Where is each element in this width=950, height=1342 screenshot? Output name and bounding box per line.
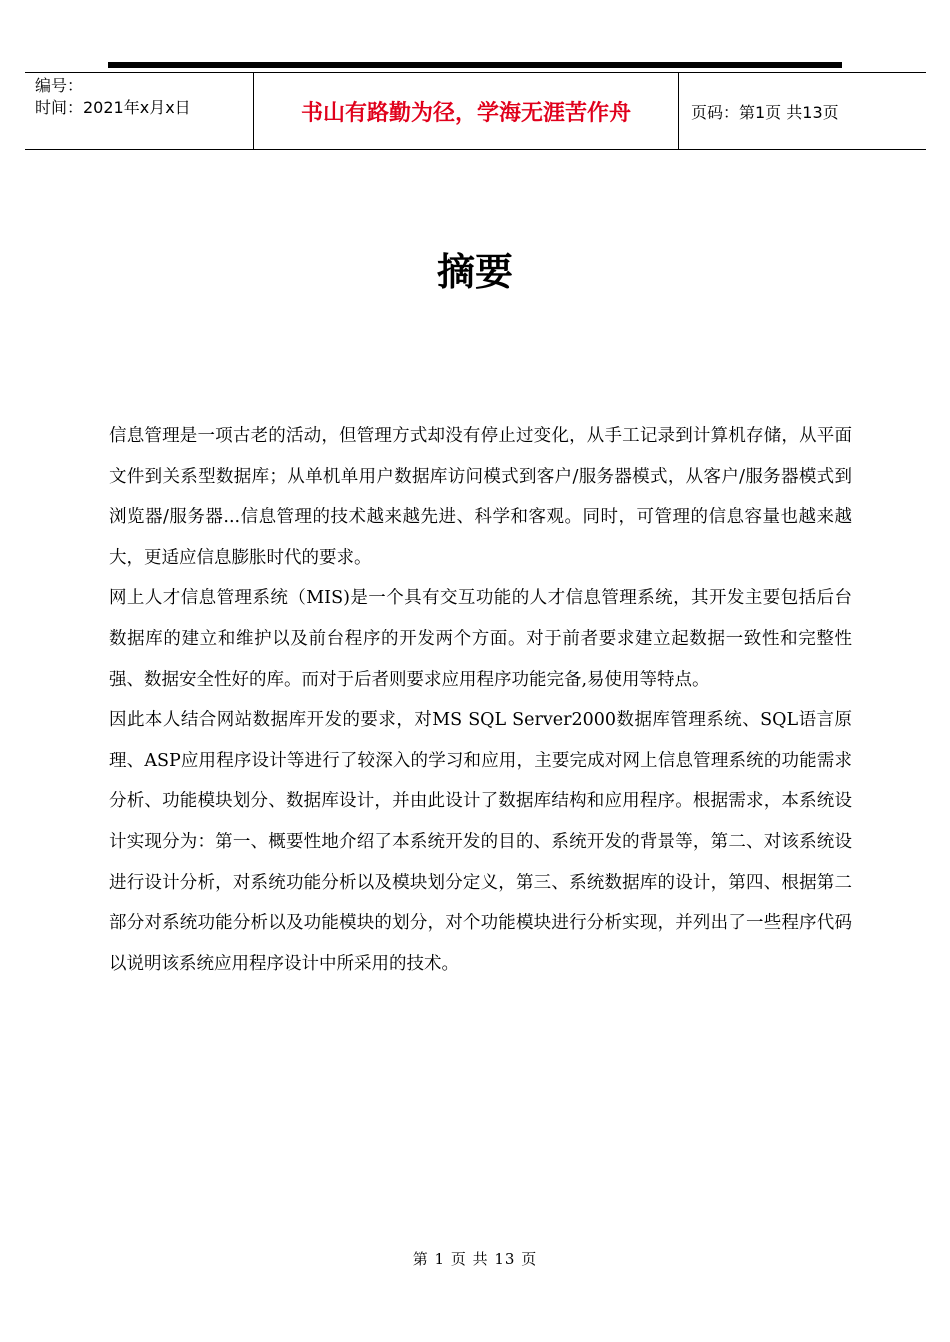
paragraph-2: 网上人才信息管理系统（MIS)是一个具有交互功能的人才信息管理系统，其开发主要包括后台数据库的建立和维护以及前台程序的开发两个方面。对于前者要求建立起数据一致性和完整性强、数据安全性好的库。而对于后者则要求应用程序功能完备,易使用等特点。 <box>109 588 852 690</box>
paragraph-1: 信息管理是一项古老的活动，但管理方式却没有停止过变化，从手工记录到计算机存储，从平面文件到关系型数据库；从单机单用户数据库访问模式到客户/服务器模式，从客户/服务器模式到浏览器/服务器...信息管理的技术越来越先进、科学和客观。同时，可管理的信息容量也越来越大，更适应信息膨胀时代的要求。 <box>109 426 852 568</box>
page-title: 摘要 <box>436 250 513 294</box>
header-motto-cell <box>254 73 679 149</box>
page-info: 页码：第1页 共13页 <box>691 102 839 122</box>
number-label: 编号： <box>35 76 84 95</box>
page-header <box>25 72 926 150</box>
abstract-body <box>109 416 852 984</box>
header-top-rule <box>108 62 842 68</box>
header-page-cell <box>679 73 926 149</box>
header-meta-cell <box>25 73 254 149</box>
time-label: 时间：2021年x月x日 <box>35 98 191 117</box>
page-footer: 第 1 页 共 13 页 <box>412 1250 538 1268</box>
motto-text: 书山有路勤为径，学海无涯苦作舟 <box>300 100 631 126</box>
paragraph-3: 因此本人结合网站数据库开发的要求，对MS SQL Server2000数据库管理系统、SQL语言原理、ASP应用程序设计等进行了较深入的学习和应用，主要完成对网上信息管理系统的功能需求分析、功能模块划分、数据库设计，并由此设计了数据库结构和应用程序。根据需求，本系统设计实现分为：第一、概要性地介绍了本系统开发的目的、系统开发的背景等，第二、对该系统设进行设计分析，对系统功能分析以及模块划分定义，第三、系统数据库的设计，第四、根据第二部分对系统功能分析以及功能模块的划分，对个功能模块进行分析实现，并列出了一些程序代码以说明该系统应用程序设计中所采用的技术。 <box>109 710 852 974</box>
